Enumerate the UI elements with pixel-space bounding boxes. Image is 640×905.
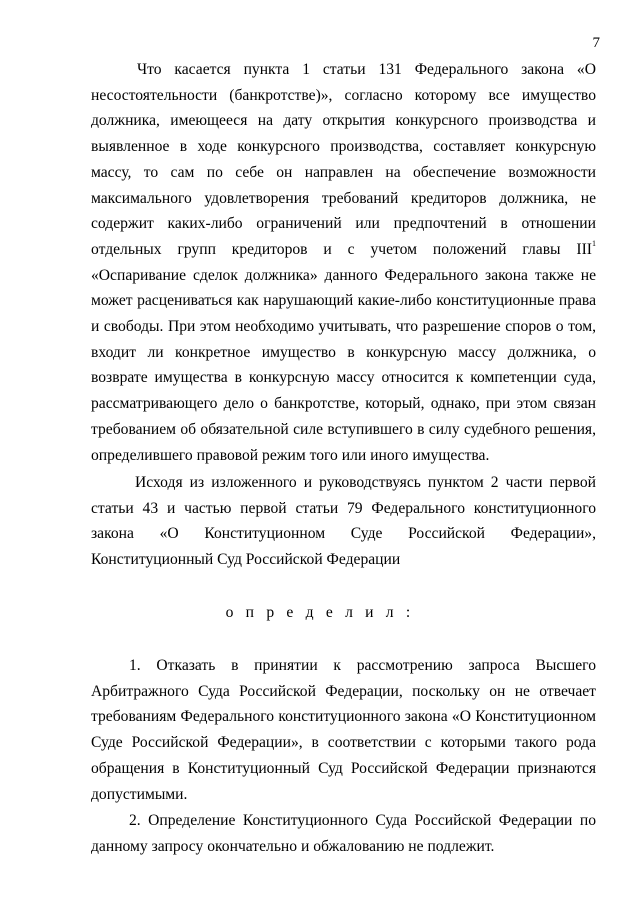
paragraph-text-continued: «Оспаривание сделок должника» данного Федерального закона также не может расцениваться как нарушающий какие-либо конституционные права и свободы. При этом необходимо учитывать, что разрешение споров о том, входит ли конкретное имущество в конкурсную массу должника, о возврате имущества в конкурсную массу относится к компетенции суда, рассматривающего дело о банкротстве, который, однако, при этом связан требованием об обязательной силе вступившего в силу судебного решения, определившего правовой режим того или иного имущества. [91, 266, 596, 464]
paragraph-basis: Исходя из изложенного и руководствуясь пунктом 2 части первой статьи 43 и частью первой статьи 79 Федерального конституционного закона «О Конституционном Суде Российской Федерации», Конституционный Суд Российской Федерации [91, 474, 596, 569]
superscript-marker: 1 [592, 238, 596, 248]
decision-heading: о п р е д е л и л : [225, 604, 415, 621]
operative-point: 1. Отказать в принятии к рассмотрению запроса Высшего Арбитражного Суда Российской Федерации, поскольку он не отвечает требованиям Федерального конституционного закона «О Конституционном Суде Российской Федерации», в соответствии с которыми такого рода обращения в Конституционный Суд Российской Федерации признаются допустимыми. [91, 657, 596, 803]
paragraph-article-131 [91, 57, 596, 468]
paragraph-text: Что касается пункта 1 статьи 131 Федерального закона «О несостоятельности (банкротстве)», согласно которому все имущество должника, имеющееся на дату открытия конкурсного производства и выявленное в ходе конкурсного производства, составляет конкурсную массу, то сам по себе он направлен на обеспечение возможности максимального удовлетворения требований кредиторов должника, не содержит каких-либо ограничений или предпочтений в отношении отдельных групп кредиторов и с учетом положений главы III [91, 61, 596, 258]
reasoning-section [91, 57, 596, 468]
page-number: 7 [592, 35, 600, 51]
operative-section [91, 653, 596, 860]
operative-point: 2. Определение Конституционного Суда Российской Федерации по данному запросу окончательно и обжалованию не подлежит. [91, 812, 596, 855]
basis-section [91, 470, 596, 573]
